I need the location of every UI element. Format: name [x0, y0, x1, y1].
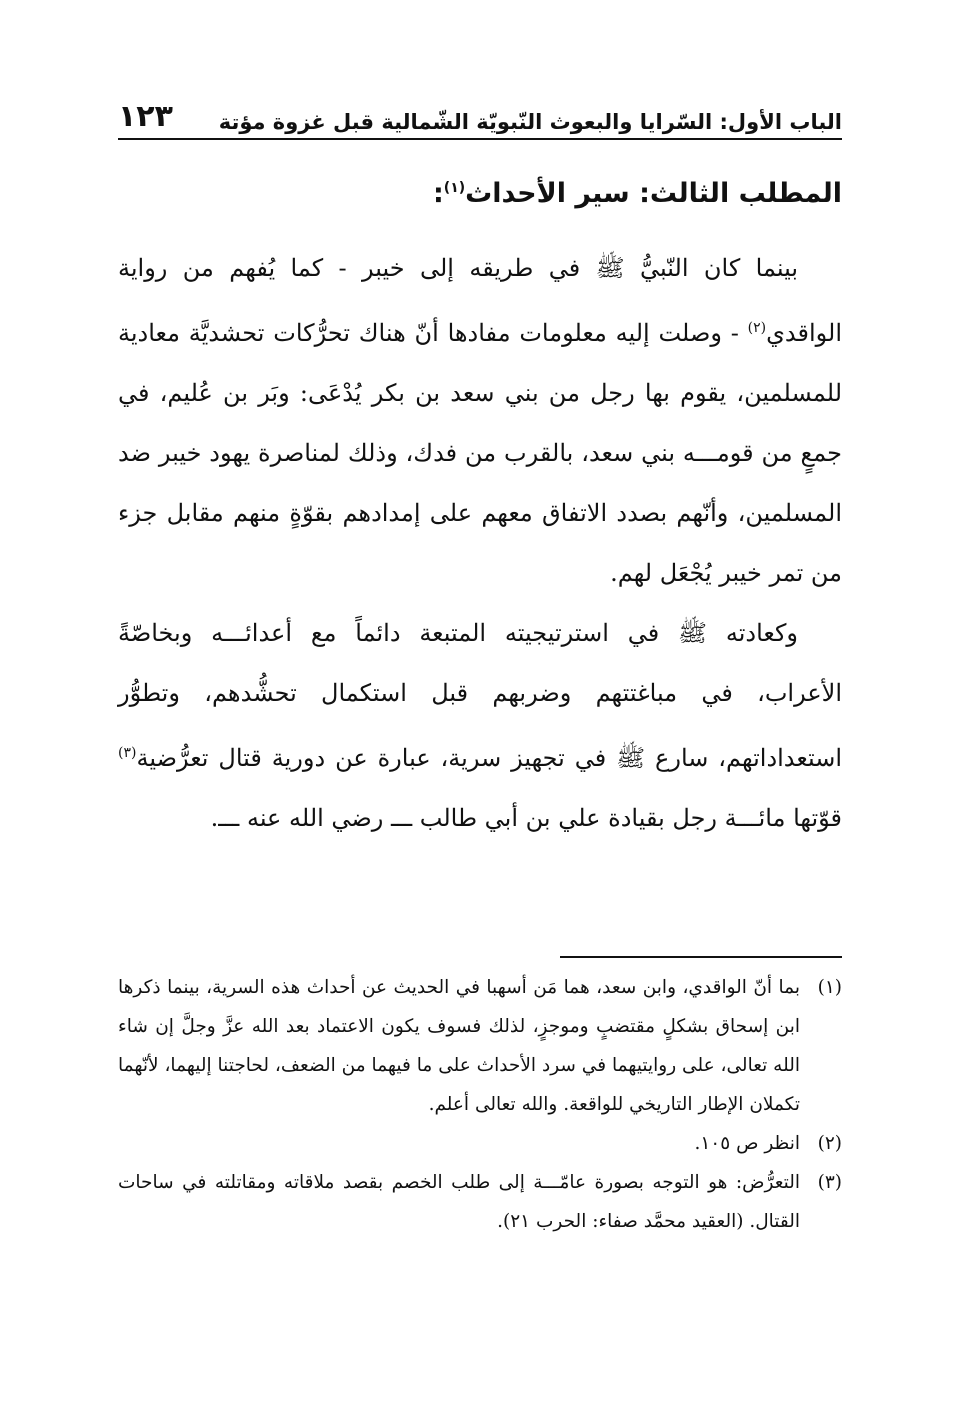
footnote-text: التعرُّض: هو التوجه بصورة عامّـــة إلى طلب الخصم بقصد ملاقاته ومقاتلته في ساحات القتال. (العقيد محمَّد صفاء: الحرب ٢١). [118, 1172, 800, 1232]
body-text [118, 238, 842, 848]
footnote-ref-3: (٣) [118, 745, 137, 761]
running-title: الباب الأول: السّرايا والبعوث النّبويّة الشّمالية قبل غزوة مؤتة [218, 110, 842, 134]
footnote-ref-2: (٢) [747, 320, 767, 336]
section-title [433, 178, 842, 209]
footnote-number: (١) [817, 977, 842, 998]
footnote-3 [118, 1163, 842, 1241]
paragraph-1-text-b: - وصلت إليه معلومات مفادها أنّ هناك تحرُّكات تحشديَّة معادية للمسلمين، يقوم بها رجل من بني سعد بن بكر يُدْعَى: وبَر بن عُليم، في جمعٍ من قومـــه بني سعد، بالقرب من فدك، وذلك لمناصرة يهود خيبر ضد المسلمين، وأنّهم بصدد الاتفاق معهم على إمدادهم بقوّةٍ منهم مقابل جزء من تمر خيبر يُجْعَل لهم. [118, 319, 842, 587]
footnote-separator [560, 956, 842, 958]
footnote-1 [118, 968, 842, 1124]
paragraph-1 [118, 238, 842, 603]
paragraph-1-text-a: بينما كان النّبيُّ ﷺ في طريقه إلى خيبر - كما يُفهم من رواية الواقدي [118, 254, 842, 347]
section-title-colon: : [432, 178, 444, 209]
paragraph-2-text-a: وكعادته ﷺ في استرتيجيته المتبعة دائماً مع أعدائـــه وبخاصّةً الأعراب، في مباغتتهم وضربهم قبل استكمال تحشُّدهم، وتطوُّر استعداداتهم، سارع ﷺ في تجهيز سرية، عبارة عن دورية قتال تعرُّضية [118, 619, 842, 772]
paragraph-2-text-b: قوّتها مائـــة رجل بقيادة علي بن أبي طالب ـــ رضي الله عنه ـــ. [210, 804, 842, 832]
footnote-text: بما أنّ الواقدي، وابن سعد، هما مَن أسهبا في الحديث عن أحداث هذه السرية، بينما ذكرها ابن إسحاق بشكلٍ مقتضبٍ وموجزٍ، لذلك فسوف يكون الاعتماد بعد الله عزَّ وجلَّ إن شاء الله تعالى، على روايتيهما في سرد الأحداث على ما فيهما من الضعف، لحاجتنا إليهما، لأنّهما تكملان الإطار التاريخي للواقعة. والله تعالى أعلم. [118, 977, 800, 1115]
footnote-number: (٢) [817, 1133, 842, 1154]
paragraph-2 [118, 603, 842, 848]
footnote-ref-1: (١) [443, 180, 466, 196]
page-header [118, 88, 842, 140]
footnote-number: (٣) [817, 1172, 842, 1193]
section-title-text: المطلب الثالث: سير الأحداث [465, 178, 842, 209]
footnote-2 [118, 1124, 842, 1163]
footnote-text: انظر ص ١٠٥. [694, 1133, 800, 1154]
page-number: ١٢٣ [118, 99, 173, 134]
footnotes [118, 968, 842, 1241]
